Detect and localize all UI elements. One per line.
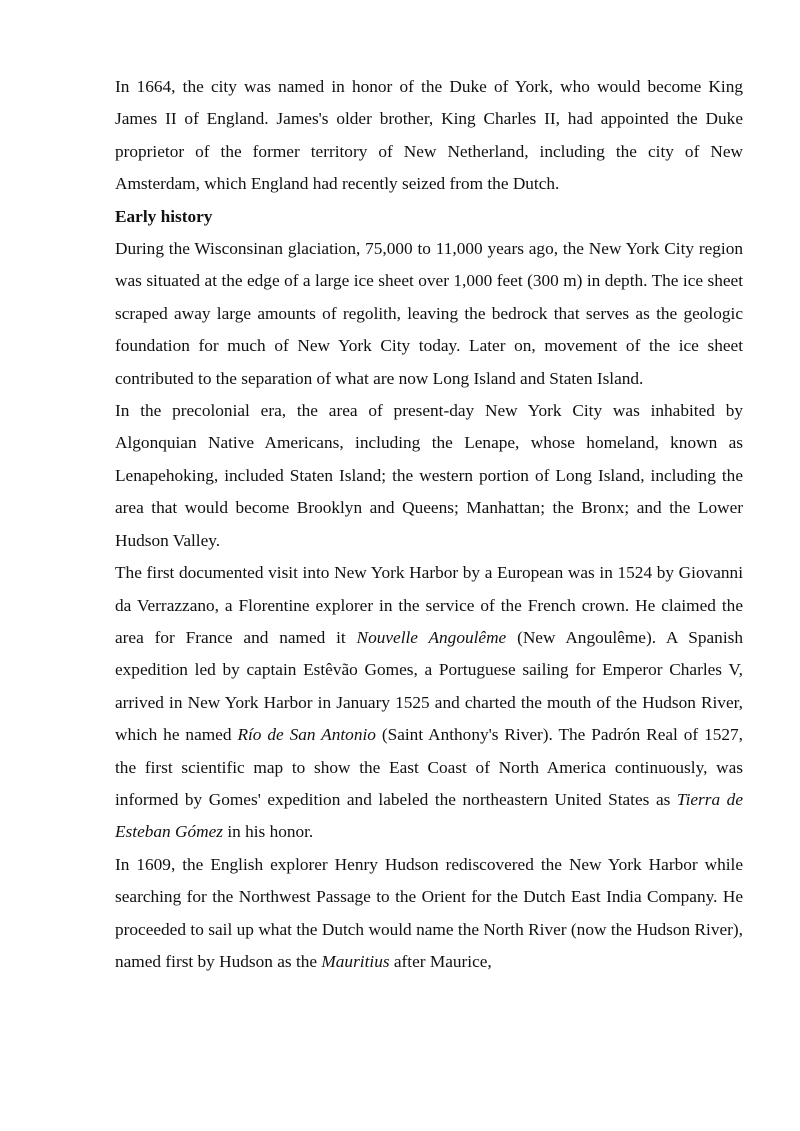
italic-term-rio-de-san-antonio: Río de San Antonio: [237, 725, 376, 745]
italic-term-mauritius: Mauritius: [321, 951, 390, 971]
text-run: The first documented visit into New York Harbor by a European was in 1524 by Giovanni da Verrazzano, a Florentine explorer in the service of the French crown. He claimed the area for France and named it: [115, 563, 743, 647]
italic-term-tierra-de-esteban-gomez: Tierra de Esteban Gómez: [115, 789, 743, 842]
text-run: (New Angoulême). A Spanish expedition led by captain Estêvão Gomes, a Portuguese sailing for Emperor Charles V, arrived in New York Harbor in January 1525 and charted the mouth of the Hudson River, which he named: [115, 627, 743, 745]
text-run: (Saint Anthony's River). The Padrón Real of 1527, the first scientific map to show the East Coast of North America continuously, was informed by Gomes' expedition and labeled the northeastern United States as: [115, 725, 744, 809]
paragraph-naming: In 1664, the city was named in honor of the Duke of York, who would become King James II of England. James's older brother, King Charles II, had appointed the Duke proprietor of the former territory of New Netherland, including the city of New Amsterdam, which England had recently seized from the Dutch.: [115, 77, 743, 194]
text-run: in his honor.: [223, 822, 314, 842]
paragraph-first-visit: [115, 557, 743, 849]
document-page: [115, 71, 743, 978]
paragraph-glaciation: During the Wisconsinan glaciation, 75,000 to 11,000 years ago, the New York City region was situated at the edge of a large ice sheet over 1,000 feet (300 m) in depth. The ice sheet scraped away large amounts of regolith, leaving the bedrock that serves as the geologic foundation for much of New York City today. Later on, movement of the ice sheet contributed to the separation of what are now Long Island and Staten Island.: [115, 239, 743, 388]
section-heading-early-history: Early history: [115, 206, 213, 226]
paragraph-hudson: [115, 849, 743, 979]
text-run: after Maurice,: [389, 951, 492, 971]
paragraph-precolonial: In the precolonial era, the area of present-day New York City was inhabited by Algonquian Native Americans, including the Lenape, whose homeland, known as Lenapehoking, included Staten Island; the western portion of Long Island, including the area that would become Brooklyn and Queens; Manhattan; the Bronx; and the Lower Hudson Valley.: [115, 401, 743, 550]
text-run: In 1609, the English explorer Henry Hudson rediscovered the New York Harbor while searching for the Northwest Passage to the Orient for the Dutch East India Company. He proceeded to sail up what the Dutch would name the North River (now the Hudson River), named first by Hudson as the: [115, 854, 743, 971]
italic-term-nouvelle-angouleme: Nouvelle Angoulême: [356, 627, 507, 647]
